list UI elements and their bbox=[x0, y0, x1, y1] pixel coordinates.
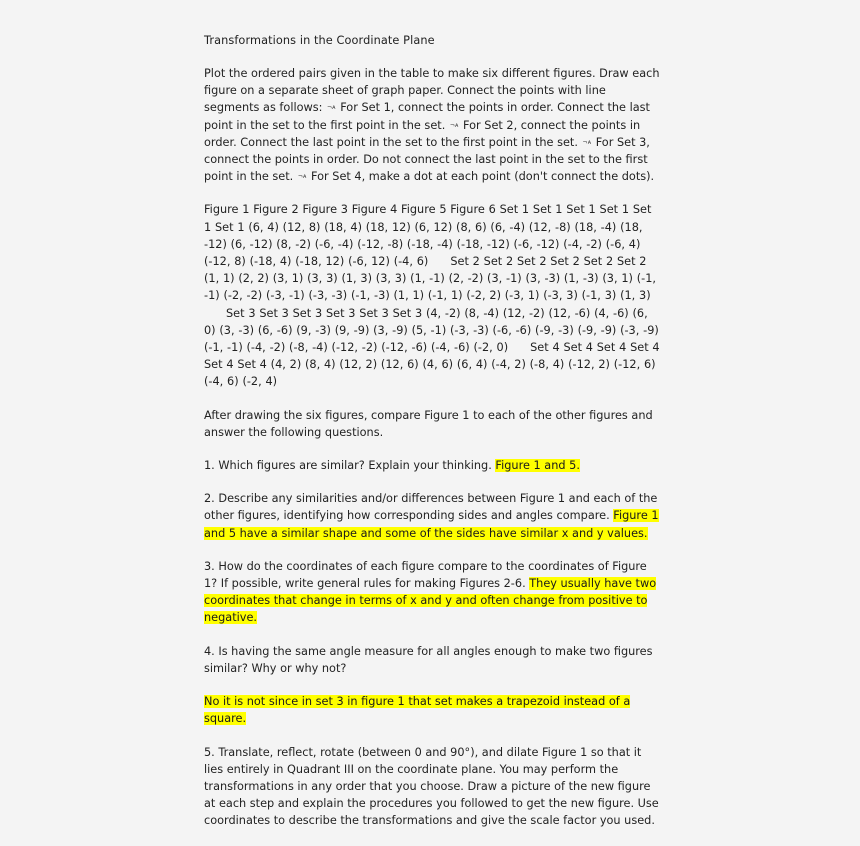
question-5 bbox=[204, 744, 662, 830]
question-5-number: 5. bbox=[204, 745, 215, 759]
instructions-bullet-1: For Set 1, connect the points in order. Connect the last point in the set to the first point in the set. bbox=[204, 101, 650, 132]
question-4-number: 4. bbox=[204, 644, 215, 658]
question-2 bbox=[204, 490, 662, 542]
table-set2-headers: Set 2 Set 2 Set 2 Set 2 Set 2 Set 2 bbox=[450, 255, 647, 269]
question-2-number: 2. bbox=[204, 492, 215, 506]
question-3-prompt: How do the coordinates of each figure compare to the coordinates of Figure 1? If possible, write general rules for making Figures 2-6. bbox=[204, 559, 647, 591]
question-4-answer-line bbox=[204, 693, 662, 727]
question-1-prompt: Which figures are similar? Explain your thinking. bbox=[218, 459, 496, 473]
document-body bbox=[204, 33, 662, 846]
table-set1-points: (6, 4) (12, 8) (18, 4) (18, 12) (6, 12) (8, 6) (6, -4) (12, -8) (18, -4) (18, -12) (6, -12) (8, -2) (-6, -4) (-12, -8) (-18, -4) (-18, -12) (-6, -12) (-4, -2) (-6, 4) (-12, 8) (-18, 4) (-18, 12) (-6, 12) (-4, 6) bbox=[204, 220, 643, 269]
question-2-prompt: Describe any similarities and/or differences between Figure 1 and each of the other figures, identifying how corresponding sides and angles compare. bbox=[204, 492, 658, 523]
question-1-answer: Figure 1 and 5. bbox=[495, 459, 580, 473]
question-4 bbox=[204, 643, 662, 677]
table-figure-headers: Figure 1 Figure 2 Figure 3 Figure 4 Figure 5 Figure 6 bbox=[204, 203, 496, 217]
bullet-marker-icon: ¬ᴀ bbox=[449, 121, 459, 129]
question-3-answer: They usually have two coordinates that change in terms of x and y and often change from positive to negative. bbox=[204, 577, 657, 625]
bullet-marker-icon: ¬ᴀ bbox=[582, 138, 592, 146]
table-set4-headers: Set 4 Set 4 Set 4 Set 4 Set 4 Set 4 bbox=[204, 341, 660, 372]
bullet-marker-icon: ¬ᴀ bbox=[297, 173, 307, 181]
question-3 bbox=[204, 558, 662, 627]
question-3-number: 3. bbox=[204, 559, 215, 573]
instructions-intro-text: Plot the ordered pairs given in the table to make six different figures. Draw each figure on a separate sheet of graph paper. Connect the points with line segments as follows: bbox=[204, 67, 660, 115]
instructions-bullet-3: For Set 3, connect the points in order. Do not connect the last point in the set to the first point in the set. bbox=[204, 135, 650, 184]
question-1 bbox=[204, 457, 662, 474]
instructions-paragraph bbox=[204, 65, 662, 185]
bullet-marker-icon: ¬ᴀ bbox=[327, 104, 336, 112]
table-set3-headers: Set 3 Set 3 Set 3 Set 3 Set 3 Set 3 bbox=[226, 306, 423, 320]
page-title: Transformations in the Coordinate Plane bbox=[204, 34, 435, 47]
table-set1-headers: Set 1 Set 1 Set 1 Set 1 Set 1 Set 1 bbox=[204, 203, 652, 234]
question-4-prompt: Is having the same angle measure for all angles enough to make two figures similar? Why or why not? bbox=[204, 644, 653, 675]
question-2-answer: Figure 1 and 5 have a similar shape and some of the sides have similar x and y values. bbox=[204, 509, 659, 540]
table-set2-points: (1, 1) (2, 2) (3, 1) (3, 3) (1, 3) (3, 3) (1, -1) (2, -2) (3, -1) (3, -3) (1, -3) (3, 1) (-1, -1) (-2, -2) (-3, -1) (-3, -3) (-1, -3) (1, 1) (-1, 1) (-2, 2) (-3, 1) (-3, 3) (-1, 3) (1, 3) bbox=[204, 272, 656, 303]
table-set3-points: (4, -2) (8, -4) (12, -2) (12, -6) (4, -6) (6, 0) (3, -3) (6, -6) (9, -3) (9, -9) (3, -9) (5, -1) (-3, -3) (-6, -6) (-9, -3) (-9, -9) (-3, -9) (-1, -1) (-4, -2) (-8, -4) (-12, -2) (-12, -6) (-4, -6) (-2, 0) bbox=[204, 306, 659, 355]
after-table-paragraph: After drawing the six figures, compare Figure 1 to each of the other figures and answer the following questions. bbox=[204, 408, 653, 439]
instructions-bullet-2: For Set 2, connect the points in order. Connect the last point in the set to the first point in the set. bbox=[204, 118, 641, 149]
question-1-number: 1. bbox=[204, 459, 215, 473]
instructions-bullet-4: For Set 4, make a dot at each point (don't connect the dots). bbox=[307, 170, 655, 184]
question-4-answer: No it is not since in set 3 in figure 1 that set makes a trapezoid instead of a square. bbox=[204, 695, 631, 726]
table-set4-points: (4, 2) (8, 4) (12, 2) (12, 6) (4, 6) (6, 4) (-4, 2) (-8, 4) (-12, 2) (-12, 6) (-4, 6) (-2, 4) bbox=[204, 358, 656, 389]
question-5-prompt: Translate, reflect, rotate (between 0 and 90°), and dilate Figure 1 so that it lies entirely in Quadrant III on the coordinate plane. You may perform the transformations in any order that you choose. Draw a picture of the new figure at each step and explain the procedures you followed to get the new figure. Use coordinates to describe the transformations and give the scale factor you used. bbox=[204, 745, 659, 828]
coordinate-table-flattened bbox=[204, 201, 662, 390]
